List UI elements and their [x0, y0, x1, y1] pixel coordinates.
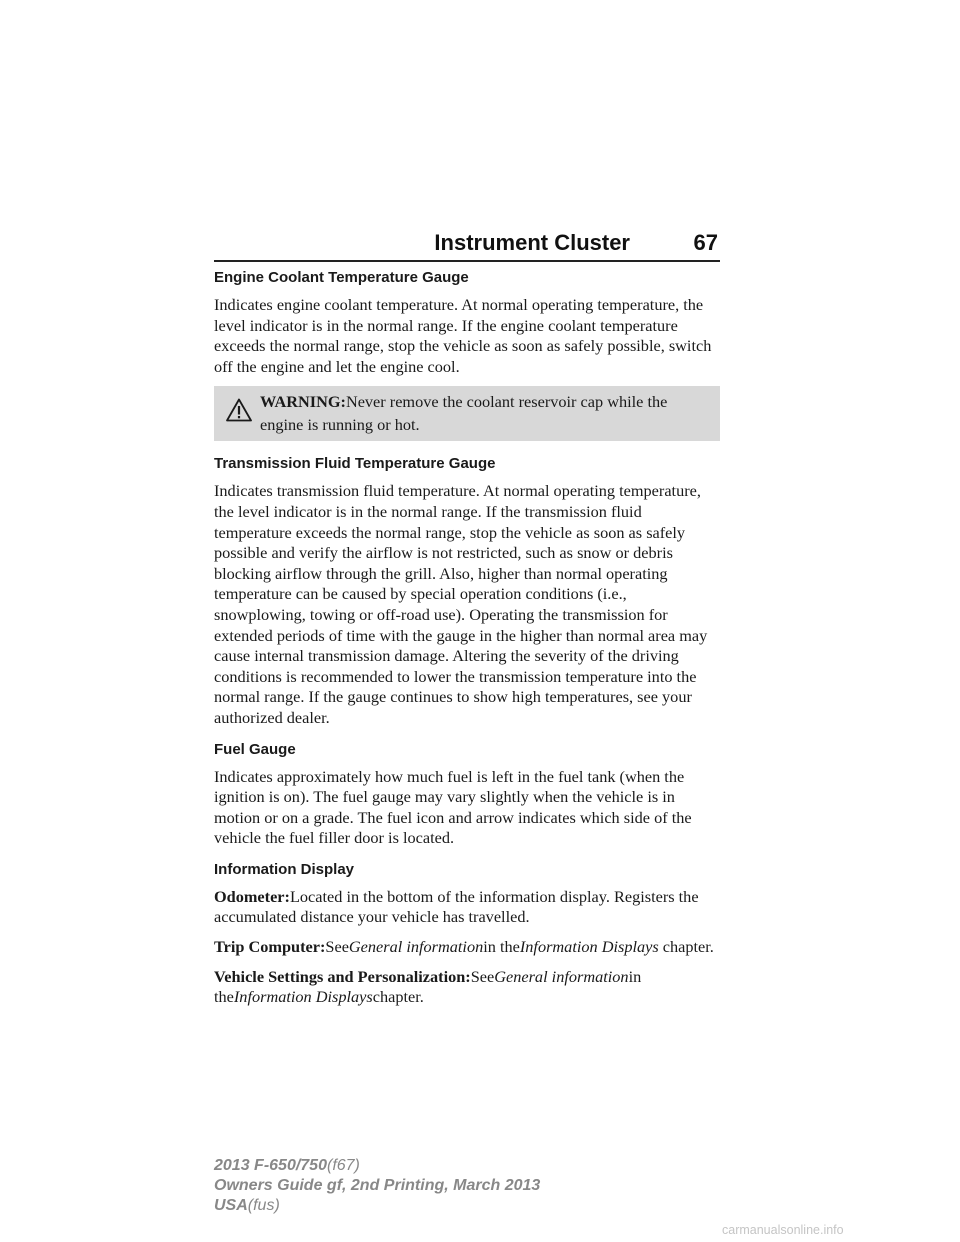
page-number: 67	[693, 230, 718, 255]
section-heading-fuel: Fuel Gauge	[214, 740, 296, 758]
warning-message: Never remove the coolant reservoir cap while the engine is running or hot.	[260, 392, 668, 435]
page-content	[214, 266, 720, 1008]
section-heading-transmission: Transmission Fluid Temperature Gauge	[214, 455, 496, 473]
page-header	[214, 228, 720, 260]
watermark: carmanualsonline.info	[722, 1223, 844, 1237]
cross-reference: General information	[348, 937, 484, 957]
chapter-title: Instrument Cluster	[434, 230, 630, 255]
in-the-text: in the	[214, 966, 642, 1007]
market-text: USA	[214, 1197, 248, 1214]
chapter-reference: Information Displays	[233, 987, 373, 1007]
market-code: (fus)	[247, 1197, 280, 1214]
model-text: 2013 F-650/750	[214, 1157, 327, 1174]
see-text: See	[470, 966, 495, 986]
chapter-text: chapter.	[372, 987, 424, 1007]
trip-computer-label: Trip Computer:	[214, 937, 326, 957]
footer-line-2: Owners Guide gf, 2nd Printing, March 2013	[214, 1177, 541, 1194]
footer-line-1	[214, 1156, 634, 1176]
odometer-paragraph	[214, 887, 720, 928]
model-code: (f67)	[326, 1157, 360, 1174]
see-text: See	[325, 937, 349, 957]
section-heading-info-display: Information Display	[214, 860, 355, 878]
in-the-text: in the	[483, 937, 520, 957]
chapter-text: chapter.	[662, 937, 714, 957]
chapter-reference: Information Displays	[519, 937, 659, 957]
transmission-paragraph: Indicates transmission fluid temperature. At normal operating temperature, the level indicator is in the normal range. If the transmission fluid temperature exceeds the normal range, stop the vehicle as soon as safely possible and verify the airflow is not restricted, such as snow or debris blocking airflow through the grill. Also, higher than normal operating temperature can be caused by special operation conditions (i.e., snowplowing, towing or off-road use). Operating the transmission for extended periods of time with the gauge in the higher than normal area may cause internal transmission damage. Altering the severity of the driving conditions is recommended to lower the transmission temperature into the normal range. If the gauge continues to show high temperatures, see your authorized dealer.	[214, 481, 708, 727]
print-footer	[214, 1156, 634, 1216]
warning-text	[260, 392, 667, 434]
warning-box	[214, 386, 720, 441]
section-heading-coolant: Engine Coolant Temperature Gauge	[214, 269, 469, 286]
header-divider	[214, 260, 720, 262]
vehicle-settings-paragraph	[214, 967, 720, 1008]
coolant-paragraph: Indicates engine coolant temperature. At normal operating temperature, the level indicator is in the normal range. If the engine coolant temperature exceeds the normal range, stop the vehicle as soon as safely possible, switch off the engine and let the engine cool.	[214, 295, 712, 376]
vehicle-settings-label: Vehicle Settings and Personalization:	[214, 966, 471, 986]
footer-line-3	[214, 1196, 634, 1216]
warning-triangle-icon	[226, 398, 252, 422]
cross-reference: General information	[494, 966, 629, 986]
odometer-label: Odometer:	[214, 886, 290, 906]
warning-label: WARNING:	[260, 392, 346, 412]
fuel-paragraph: Indicates approximately how much fuel is left in the fuel tank (when the ignition is on). The fuel gauge may vary slightly when the vehicle is in motion or on a grade. The fuel icon and arrow indicates which side of the vehicle the fuel filler door is located.	[214, 766, 692, 848]
odometer-text: Located in the bottom of the information display. Registers the accumulated distance your vehicle has travelled.	[214, 886, 699, 927]
trip-computer-paragraph	[214, 937, 720, 958]
